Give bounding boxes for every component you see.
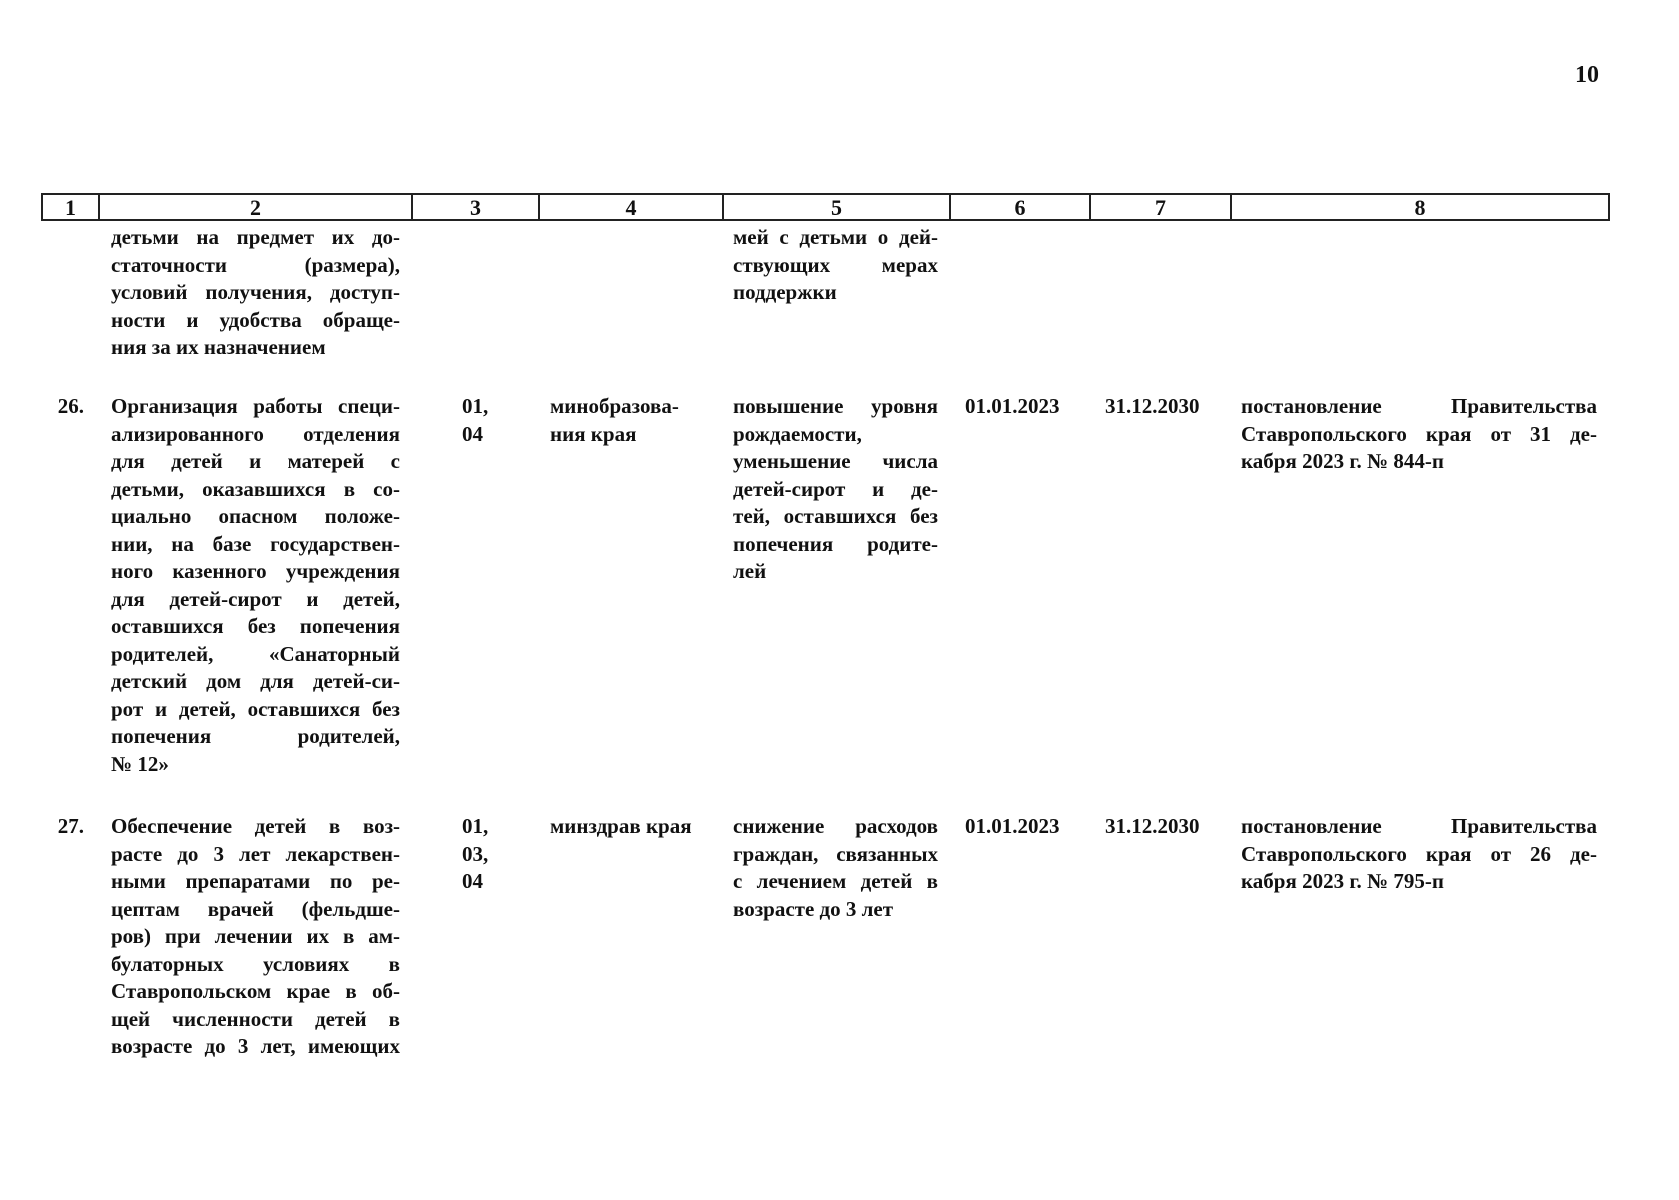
text-line: детский дом для детей-си- — [111, 669, 400, 693]
text-line: с лечением детей в — [733, 869, 938, 893]
text-line: постановление Правительства — [1241, 394, 1597, 418]
text-line: поддержки — [733, 280, 837, 304]
text-line: ализированного отделения — [111, 421, 400, 446]
header-col-1: 1 — [43, 195, 100, 219]
text-line: 01, — [462, 394, 489, 418]
header-col-7: 7 — [1091, 195, 1232, 219]
header-col-2: 2 — [100, 195, 413, 219]
text-line: ров) при лечении их в ам- — [111, 924, 400, 948]
text-line: Ставропольском крае в об- — [111, 979, 400, 1003]
header-col-4: 4 — [540, 195, 724, 219]
text-line: постановление Правительства — [1241, 814, 1597, 838]
text-line: ния края — [550, 421, 637, 446]
text-line: уменьшение числа — [733, 449, 938, 473]
row-codes — [462, 393, 522, 448]
text-line: кабря 2023 г. № 795-п — [1241, 869, 1444, 893]
row-result — [733, 393, 938, 586]
row-executor — [550, 813, 725, 841]
text-line: тей, оставшихся без — [733, 504, 938, 528]
text-line: Обеспечение детей в воз- — [111, 814, 400, 838]
text-line: попечения родите- — [733, 531, 938, 556]
text-line: возрасте до 3 лет — [733, 896, 894, 921]
text-line: лей — [733, 559, 767, 583]
row-result — [733, 813, 938, 923]
text-line: условий получения, доступ- — [111, 280, 400, 304]
header-col-6: 6 — [951, 195, 1091, 219]
row-start-date: 01.01.2023 — [965, 394, 1060, 418]
text-line: мей с детьми о дей- — [733, 225, 938, 249]
text-line: минобразова- — [550, 394, 679, 418]
row-end-date: 31.12.2030 — [1105, 394, 1200, 418]
continuation-name — [111, 224, 400, 362]
row-codes — [462, 813, 522, 896]
text-line: рождаемости, — [733, 421, 862, 446]
row-number: 26. — [57, 394, 84, 418]
text-line: возрасте до 3 лет, имеющих — [111, 1034, 400, 1058]
page-number: 10 — [1575, 62, 1599, 88]
text-line: ствующих мерах — [733, 252, 938, 277]
text-line: родителей, «Санаторный — [111, 641, 400, 666]
row-name — [111, 393, 400, 778]
text-line: оставшихся без попечения — [111, 614, 400, 638]
text-line: детьми, оказавшихся в со- — [111, 476, 400, 501]
text-line: № 12» — [111, 751, 169, 776]
text-line: Ставропольского края от 31 де- — [1241, 421, 1597, 446]
text-line: ния за их назначением — [111, 335, 326, 359]
text-line: 04 — [462, 421, 483, 446]
row-document — [1241, 393, 1597, 476]
continuation-result — [733, 224, 938, 307]
text-line: цептам врачей (фельдше- — [111, 896, 400, 921]
text-line: кабря 2023 г. № 844-п — [1241, 449, 1444, 473]
header-col-3: 3 — [413, 195, 540, 219]
text-line: ного казенного учреждения — [111, 559, 400, 583]
text-line: нии, на базе государствен- — [111, 531, 400, 556]
text-line: для детей и матерей с — [111, 449, 400, 473]
text-line: циально опасном положе- — [111, 504, 400, 528]
header-col-8: 8 — [1414, 195, 1426, 220]
row-executor — [550, 393, 725, 448]
text-line: рот и детей, оставшихся без — [111, 696, 400, 721]
text-line: щей численности детей в — [111, 1006, 400, 1031]
text-line: булаторных условиях в — [111, 951, 400, 976]
table-header-row — [41, 193, 1610, 221]
text-line: детей-сирот и де- — [733, 476, 938, 501]
text-line: 01, — [462, 814, 489, 838]
text-line: граждан, связанных — [733, 841, 938, 866]
header-col-5: 5 — [724, 195, 951, 219]
text-line: расте до 3 лет лекарствен- — [111, 841, 400, 866]
text-line: Организация работы специ- — [111, 394, 400, 418]
row-document — [1241, 813, 1597, 896]
text-line: статочности (размера), — [111, 252, 400, 277]
text-line: минздрав края — [550, 814, 692, 838]
row-end-date: 31.12.2030 — [1105, 814, 1200, 838]
text-line: Ставропольского края от 26 де- — [1241, 841, 1597, 866]
row-start-date: 01.01.2023 — [965, 814, 1060, 838]
text-line: 04 — [462, 869, 483, 893]
text-line: повышение уровня — [733, 394, 938, 418]
text-line: попечения родителей, — [111, 724, 400, 748]
text-line: 03, — [462, 841, 489, 866]
text-line: ными препаратами по ре- — [111, 869, 400, 893]
text-line: снижение расходов — [733, 814, 938, 838]
row-number: 27. — [57, 814, 84, 838]
row-name — [111, 813, 400, 1061]
text-line: ности и удобства обраще- — [111, 307, 400, 332]
text-line: для детей-сирот и детей, — [111, 586, 400, 611]
text-line: детьми на предмет их до- — [111, 225, 400, 249]
